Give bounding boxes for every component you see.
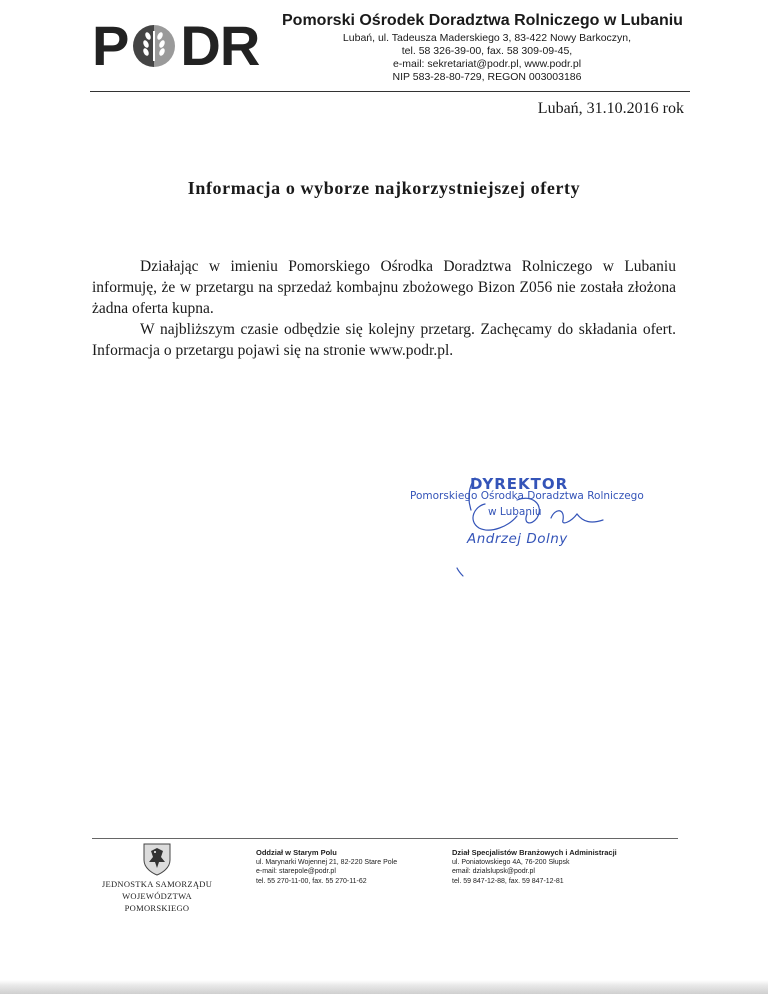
email-line: e-mail: sekretariat@podr.pl, www.podr.pl xyxy=(392,58,582,70)
branch-title: Dział Specjalistów Branżowych i Administracji xyxy=(452,848,617,857)
organization-address xyxy=(282,32,692,84)
branch-address: ul. Marynarki Wojennej 21, 82-220 Stare Pole xyxy=(256,858,398,866)
crest-caption-line: JEDNOSTKA SAMORZĄDU xyxy=(101,879,213,889)
header-divider xyxy=(90,91,690,92)
logo-letter-d: D xyxy=(180,14,220,77)
date-line: Lubań, 31.10.2016 rok xyxy=(537,100,684,117)
branch-email: email: dzialslupsk@podr.pl xyxy=(452,868,535,875)
crest-caption-line: WOJEWÓDZTWA POMORSKIEGO xyxy=(122,891,192,913)
footer-branch-slupsk xyxy=(452,848,632,886)
logo-letter-r: R xyxy=(219,14,260,77)
stamp-title: DYREKTOR xyxy=(470,475,569,493)
branch-phone: tel. 59 847-12-88, fax. 59 847-12-81 xyxy=(452,877,564,885)
branch-phone: tel. 55 270-11-00, fax. 55 270-11-62 xyxy=(256,877,367,885)
footer-divider xyxy=(92,838,678,839)
organization-name: Pomorski Ośrodek Doradztwa Rolniczego w Lubaniu xyxy=(282,12,683,29)
stamp-signatory-name: Andrzej Dolny xyxy=(467,531,568,547)
document-body xyxy=(92,256,676,361)
logo-letter-p: P xyxy=(92,14,129,77)
grain-logo-icon xyxy=(131,23,177,69)
branch-address: ul. Poniatowskiego 4A, 76-200 Słupsk xyxy=(452,858,570,866)
scan-bottom-edge xyxy=(0,980,768,994)
stamp-organization: Pomorskiego Ośrodka Doradztwa Rolniczego xyxy=(410,490,644,502)
registry-line: NIP 583-28-80-729, REGON 003003186 xyxy=(392,71,582,83)
footer-branch-stare-pole xyxy=(256,848,426,886)
stamp-location: w Lubaniu xyxy=(488,506,542,518)
address-line: Lubań, ul. Tadeusza Maderskiego 3, 83-422 Nowy Barkoczyn, xyxy=(342,32,632,44)
podr-logo xyxy=(92,14,262,77)
paragraph: Działając w imieniu Pomorskiego Ośrodka Doradztwa Rolniczego w Lubaniu informuję, że w przetargu na sprzedaż kombajnu zbożowego Bizon Z056 nie została złożona żadna oferta kupna. xyxy=(92,258,676,317)
branch-title: Oddział w Starym Polu xyxy=(256,848,337,857)
crest-caption xyxy=(90,878,224,914)
coat-of-arms-icon xyxy=(142,842,172,876)
branch-email: e-mail: starepole@podr.pl xyxy=(256,868,336,875)
document-title: Informacja o wyborze najkorzystniejszej oferty xyxy=(187,178,581,198)
phone-line: tel. 58 326-39-00, fax. 58 309-09-45, xyxy=(401,45,573,57)
paragraph: W najbliższym czasie odbędzie się kolejny przetarg. Zachęcamy do składania ofert. Informacja o przetargu pojawi się na stronie www.podr.pl. xyxy=(92,321,676,359)
